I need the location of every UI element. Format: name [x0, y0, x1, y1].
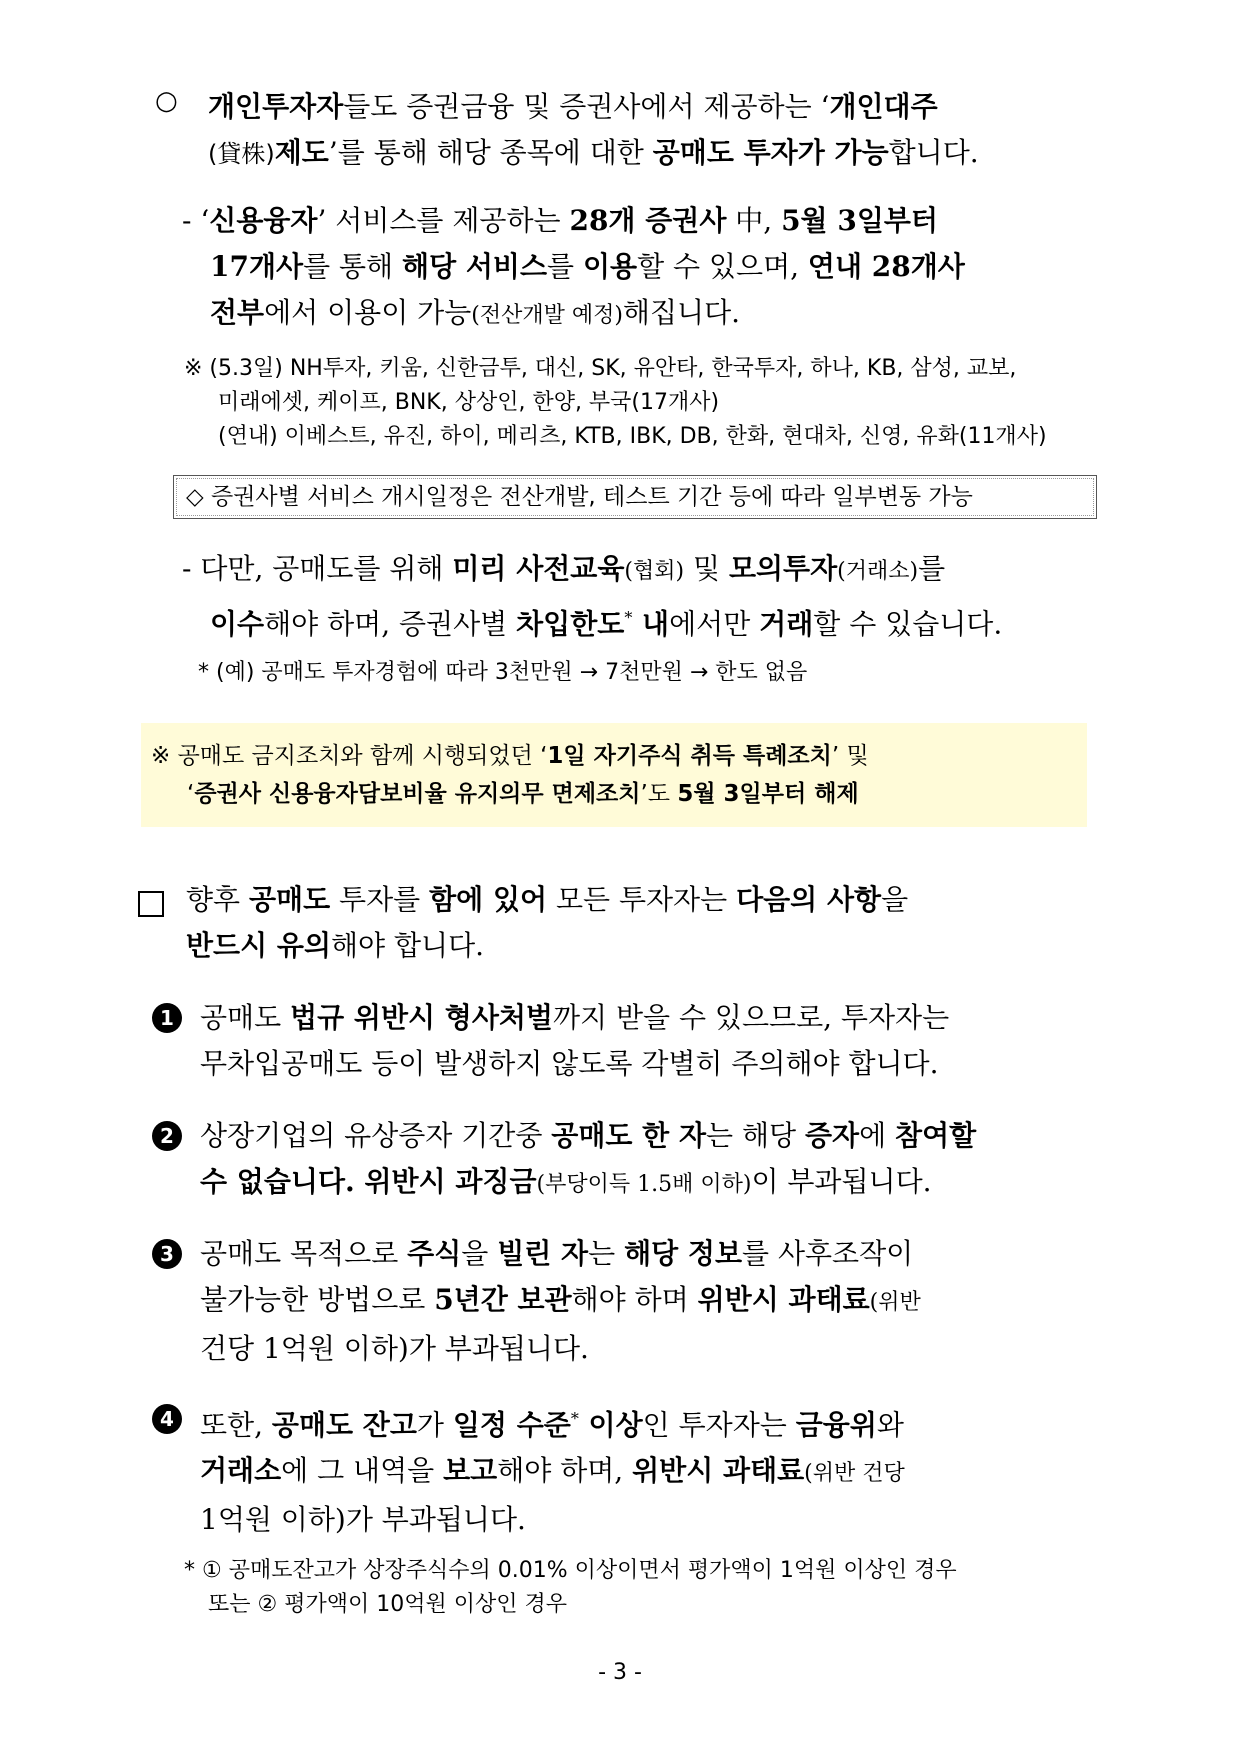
caution-item-3: 공매도 목적으로 주식을 빌린 자는 해당 정보를 사후조작이 불가능한 방법으로 5년간 보관해야 하며 위반시 과태료(위반 건당 1억원 이하)가 부과됩니다. [200, 1237, 921, 1365]
pre-education-paragraph: - 다만, 공매도를 위해 미리 사전교육(협회) 및 모의투자(거래소)를 이수해야 하며, 증권사별 차입한도* 내에서만 거래할 수 있습니다. [182, 552, 1003, 641]
borrowing-limit-footnote: * (예) 공매도 투자경험에 따라 3천만원 → 7천만원 → 한도 없음 [198, 660, 808, 685]
notice-box: ◇ 증권사별 서비스 개시일정은 전산개발, 테스트 기간 등에 따라 일부변동 가능 [173, 475, 1097, 519]
intro-line-1: 개인투자자들도 증권금융 및 증권사에서 제공하는 ‘개인대주 [208, 90, 938, 123]
brokerage-list-note: ※ (5.3일) NH투자, 키움, 신한금투, 대신, SK, 유안타, 한국투자, 하나, KB, 삼성, 교보, 미래에셋, 케이프, BNK, 상상인, 한양, 부국(17개사) (연내) 이베스트, 유진, 하이, 메리츠, KTB, IBK, DB, 한화, 현대차, 신영, 유화(11개사) [184, 356, 1047, 449]
square-bullet [138, 891, 164, 917]
credit-loan-paragraph: - ‘신용융자’ 서비스를 제공하는 28개 증권사 中, 5월 3일부터 17개사를 통해 해당 서비스를 이용할 수 있으며, 연내 28개사 전부에서 이용이 가능(전산개발 예정)해집니다. [182, 204, 965, 329]
caution-item-1: 공매도 법규 위반시 형사처벌까지 받을 수 있으므로, 투자자는 무차입공매도 등이 발생하지 않도록 각별히 주의해야 합니다. [200, 1001, 950, 1080]
intro-line-2: (貸株)제도’를 통해 해당 종목에 대한 공매도 투자가 가능합니다. [208, 136, 979, 169]
caution-header: 향후 공매도 투자를 함에 있어 모든 투자자는 다음의 사항을 반드시 유의해야 합니다. [186, 883, 909, 962]
caution-item-2: 상장기업의 유상증자 기간중 공매도 한 자는 해당 증자에 참여할 수 없습니다. 위반시 과징금(부당이득 1.5배 이하)이 부과됩니다. [200, 1119, 977, 1198]
number-badge-2: 2 [152, 1121, 182, 1151]
intro-paragraph [208, 84, 1096, 177]
circle-bullet: ○ [155, 86, 178, 116]
highlighted-note: ※ 공매도 금지조치와 함께 시행되었던 ‘1일 자기주식 취득 특례조치’ 및 ‘증권사 신용융자담보비율 유지의무 면제조치’도 5월 3일부터 해제 [141, 723, 1087, 827]
number-badge-4: 4 [152, 1404, 182, 1434]
balance-threshold-footnote: * ① 공매도잔고가 상장주식수의 0.01% 이상이면서 평가액이 1억원 이상인 경우 또는 ② 평가액이 10억원 이상인 경우 [184, 1558, 957, 1617]
number-badge-1: 1 [152, 1003, 182, 1033]
page-number: - 3 - [598, 1660, 642, 1685]
number-badge-3: 3 [152, 1239, 182, 1269]
caution-item-4: 또한, 공매도 잔고가 일정 수준* 이상인 투자자는 금융위와 거래소에 그 내역을 보고해야 하며, 위반시 과태료(위반 건당 1억원 이하)가 부과됩니다. [200, 1408, 905, 1537]
